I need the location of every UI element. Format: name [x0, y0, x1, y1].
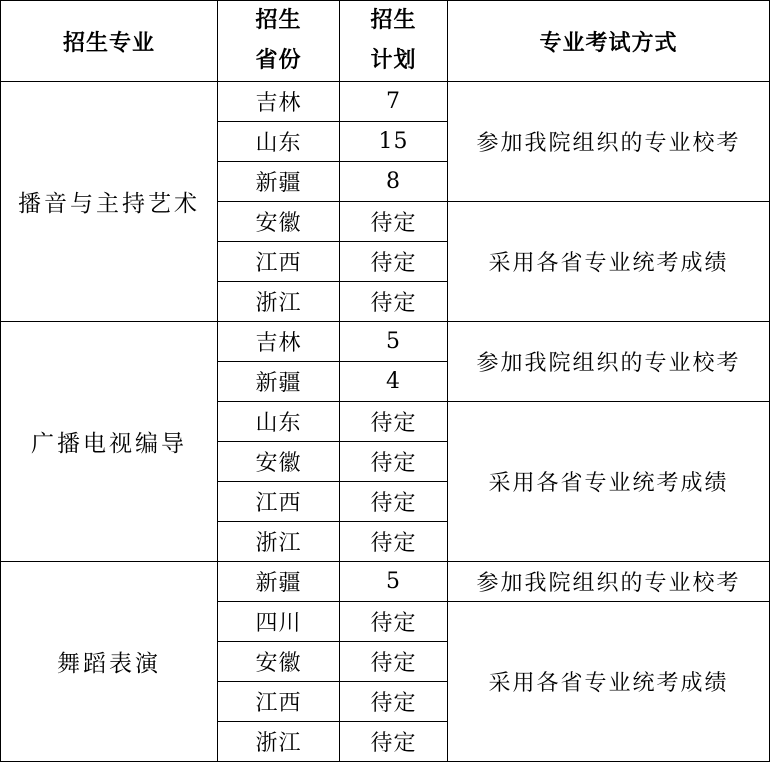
major-cell: 播音与主持艺术: [1, 82, 218, 322]
province-cell: 浙江: [218, 722, 340, 762]
plan-cell: 5: [340, 322, 448, 362]
plan-cell: 待定: [340, 402, 448, 442]
header-plan-line2: 计划: [370, 48, 417, 73]
table-row: [1, 82, 770, 122]
province-cell: 安徽: [218, 642, 340, 682]
exam-method-cell: 参加我院组织的专业校考: [448, 322, 770, 402]
exam-method-cell: 参加我院组织的专业校考: [448, 82, 770, 202]
province-cell: 新疆: [218, 362, 340, 402]
plan-cell: 待定: [340, 602, 448, 642]
major-cell: 广播电视编导: [1, 322, 218, 562]
table-row: [1, 322, 770, 362]
exam-method-cell: 采用各省专业统考成绩: [448, 602, 770, 762]
plan-cell: 待定: [340, 522, 448, 562]
province-cell: 安徽: [218, 442, 340, 482]
table-row: [1, 562, 770, 602]
header-province: [218, 1, 340, 82]
exam-method-cell: 参加我院组织的专业校考: [448, 562, 770, 602]
plan-cell: 5: [340, 562, 448, 602]
header-province-line2: 省份: [255, 48, 302, 73]
plan-cell: 待定: [340, 482, 448, 522]
province-cell: 浙江: [218, 522, 340, 562]
province-cell: 江西: [218, 482, 340, 522]
province-cell: 江西: [218, 242, 340, 282]
header-row: [1, 1, 770, 82]
plan-cell: 8: [340, 162, 448, 202]
plan-cell: 待定: [340, 722, 448, 762]
major-cell: 舞蹈表演: [1, 562, 218, 762]
plan-cell: 7: [340, 82, 448, 122]
plan-cell: 待定: [340, 642, 448, 682]
header-major: 招生专业: [1, 1, 218, 82]
plan-cell: 15: [340, 122, 448, 162]
province-cell: 吉林: [218, 82, 340, 122]
header-plan: [340, 1, 448, 82]
plan-cell: 待定: [340, 442, 448, 482]
province-cell: 新疆: [218, 562, 340, 602]
header-province-line1: 招生: [255, 8, 302, 33]
province-cell: 江西: [218, 682, 340, 722]
province-cell: 新疆: [218, 162, 340, 202]
plan-cell: 待定: [340, 202, 448, 242]
province-cell: 吉林: [218, 322, 340, 362]
province-cell: 山东: [218, 122, 340, 162]
plan-cell: 待定: [340, 682, 448, 722]
plan-cell: 待定: [340, 242, 448, 282]
plan-cell: 待定: [340, 282, 448, 322]
province-cell: 安徽: [218, 202, 340, 242]
header-plan-line1: 招生: [370, 8, 417, 33]
exam-method-cell: 采用各省专业统考成绩: [448, 402, 770, 562]
province-cell: 山东: [218, 402, 340, 442]
exam-method-cell: 采用各省专业统考成绩: [448, 202, 770, 322]
plan-cell: 4: [340, 362, 448, 402]
header-exam-method: 专业考试方式: [448, 1, 770, 82]
province-cell: 四川: [218, 602, 340, 642]
province-cell: 浙江: [218, 282, 340, 322]
